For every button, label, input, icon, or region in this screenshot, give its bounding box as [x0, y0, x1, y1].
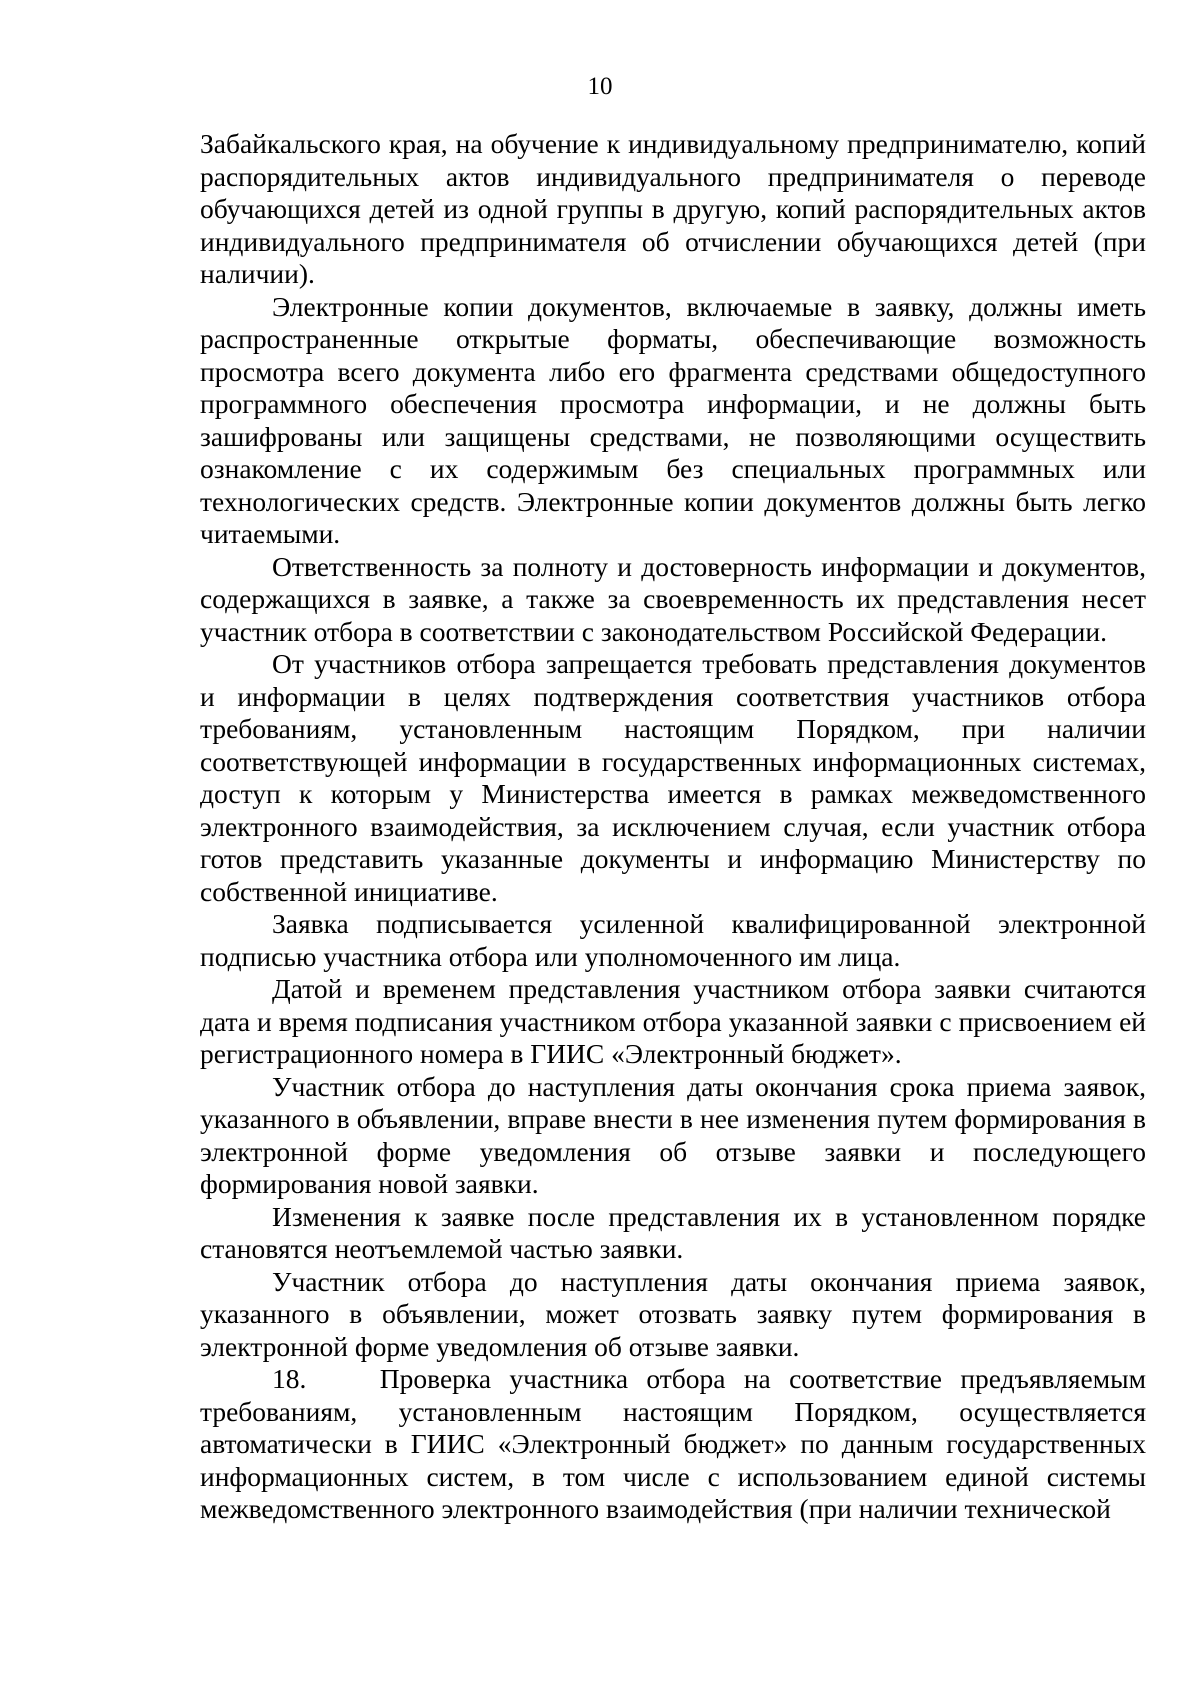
paragraph-withdrawal: Участник отбора до наступления даты окончания приема заявок, указанного в объявлении, может отозвать заявку путем формирования в электронной форме уведомления об отзыве заявки.: [200, 1265, 1146, 1362]
paragraph-amendments: Участник отбора до наступления даты окончания срока приема заявок, указанного в объявлении, вправе внести в нее изменения путем формирования в электронной форме уведомления об отзыве заявки и последующего формирования новой заявки.: [200, 1070, 1146, 1199]
document-body: [200, 128, 1146, 1526]
page-number: 10: [587, 73, 613, 100]
paragraph-electronic-copies: Электронные копии документов, включаемые в заявку, должны иметь распространенные открытые форматы, обеспечивающие возможность просмотра всего документа либо его фрагмента средствами общедоступного программного обеспечения просмотра информации, и не должны быть зашифрованы или защищены средствами, не позволяющими осуществить ознакомление с их содержимым без специальных программных или технологических средств. Электронные копии документов должны быть легко читаемыми.: [200, 290, 1146, 549]
paragraph-changes: Изменения к заявке после представления их в установленном порядке становятся неотъемлемой частью заявки.: [200, 1200, 1146, 1264]
paragraph-date-time: Датой и временем представления участником отбора заявки считаются дата и время подписания участником отбора указанной заявки с присвоением ей регистрационного номера в ГИИС «Электронный бюджет».: [200, 973, 1146, 1069]
paragraph-continuation: Забайкальского края, на обучение к индивидуальному предпринимателю, копий распорядительных актов индивидуального предпринимателя о переводе обучающихся детей из одной группы в другую, копий распорядительных актов индивидуального предпринимателя об отчислении обучающихся детей (при наличии).: [200, 128, 1146, 289]
paragraph-signature: Заявка подписывается усиленной квалифицированной электронной подписью участника отбора или уполномоченного им лица.: [200, 908, 1146, 972]
paragraph-item-18: 18. Проверка участника отбора на соответствие предъявляемым требованиям, установленным настоящим Порядком, осуществляется автоматически в ГИИС «Электронный бюджет» по данным государственных информационных систем, в том числе с использованием единой системы межведомственного электронного взаимодействия (при наличии технической: [200, 1363, 1146, 1524]
paragraph-responsibility: Ответственность за полноту и достоверность информации и документов, содержащихся в заявке, а также за своевременность их представления несет участник отбора в соответствии с законодательством Российской Федерации.: [200, 550, 1146, 647]
paragraph-prohibition: От участников отбора запрещается требовать представления документов и информации в целях подтверждения соответствия участников отбора требованиям, установленным настоящим Порядком, при наличии соответствующей информации в государственных информационных системах, доступ к которым у Министерства имеется в рамках межведомственного электронного взаимодействия, за исключением случая, если участник отбора готов представить указанные документы и информацию Министерству по собственной инициативе.: [200, 648, 1146, 907]
